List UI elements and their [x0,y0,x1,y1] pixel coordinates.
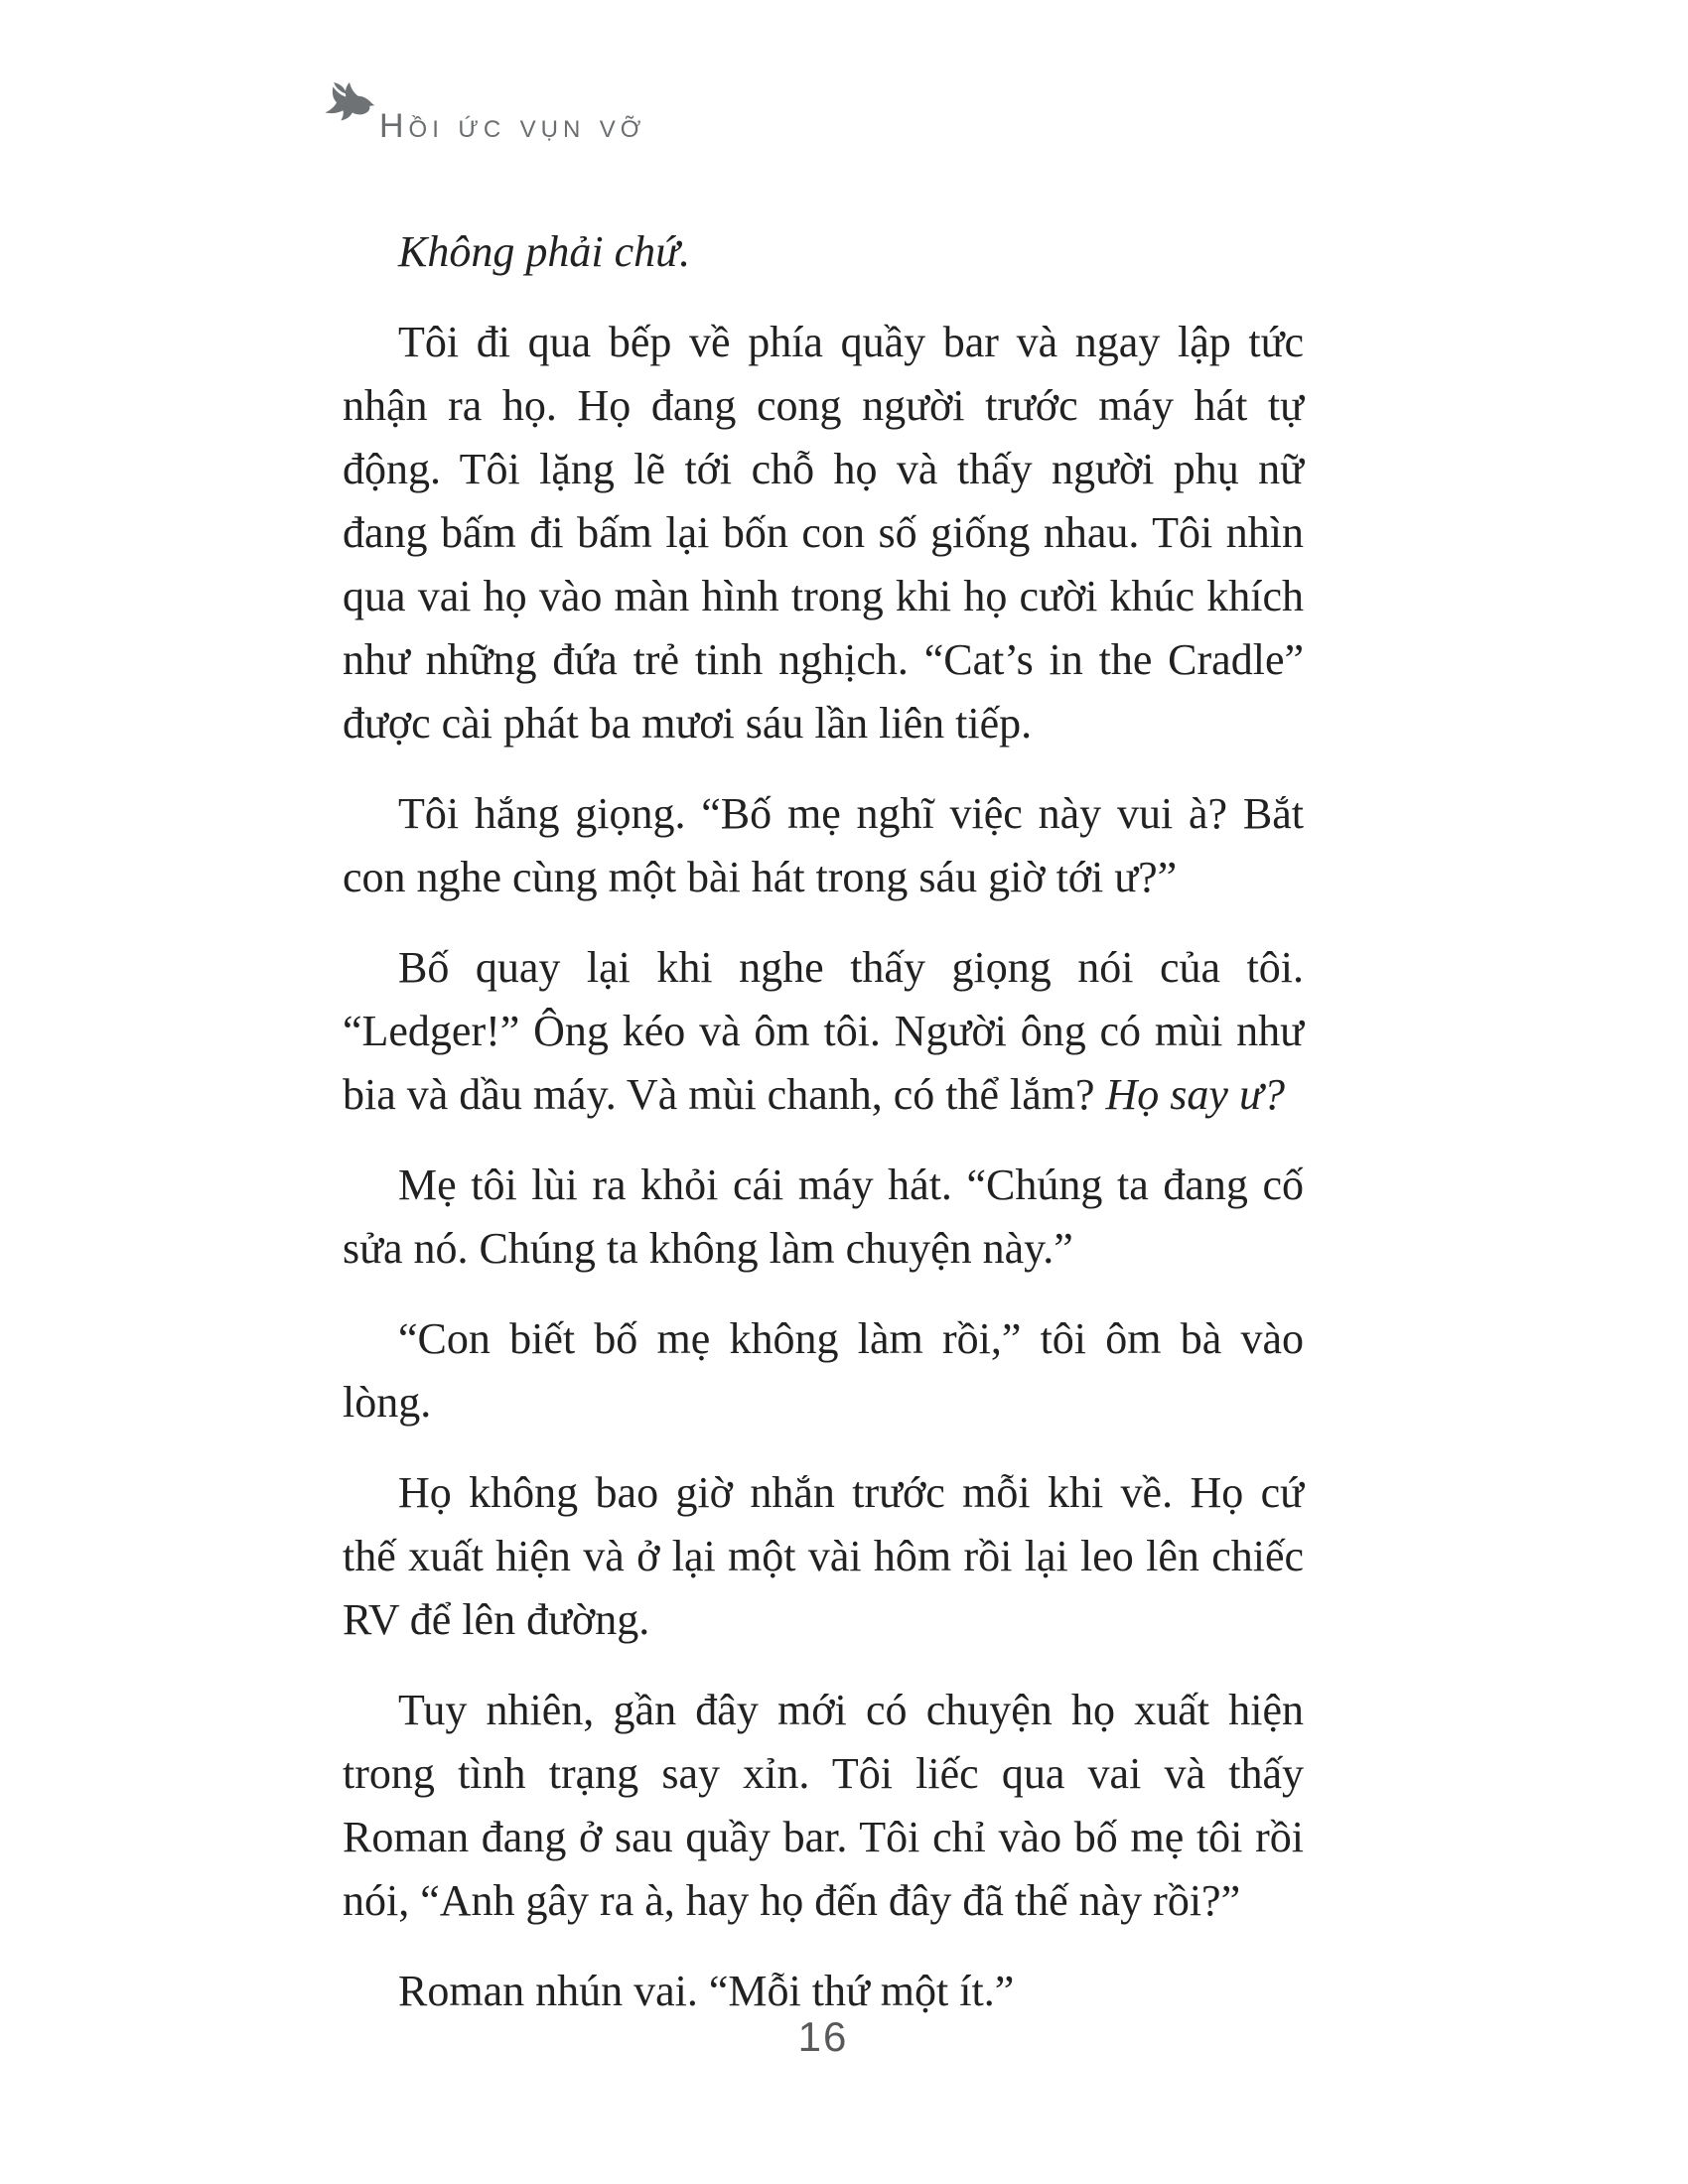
text-run: Tôi hắng giọng. “Bố mẹ nghĩ việc này vui à? Bắt con nghe cùng một bài hát trong sáu giờ tới ư?” [343,789,1304,901]
text-run: Tôi đi qua bếp về phía quầy bar và ngay lập tức nhận ra họ. Họ đang cong người trước máy hát tự động. Tôi lặng lẽ tới chỗ họ và thấy người phụ nữ đang bấm đi bấm lại bốn con số giống nhau. Tôi nhìn qua vai họ vào màn hình trong khi họ cười khúc khích như những đứa trẻ tinh nghịch. “Cat’s in the Cradle” được cài phát ba mươi sáu lần liên tiếp. [343,318,1304,748]
dove-bird-icon [324,75,375,131]
text-run: Họ không bao giờ nhắn trước mỗi khi về. Họ cứ thế xuất hiện và ở lại một vài hôm rồi lại leo lên chiếc RV để lên đường. [343,1468,1304,1644]
italic-text-run: Họ say ư? [1105,1070,1285,1119]
paragraph [343,1461,1304,1652]
running-head [324,75,645,145]
paragraph [343,220,1304,284]
body-text-block [343,220,1304,2023]
paragraph [343,311,1304,755]
text-run: Mẹ tôi lùi ra khỏi cái máy hát. “Chúng ta đang cố sửa nó. Chúng ta không làm chuyện này.” [343,1160,1304,1273]
text-run: Bố quay lại khi nghe thấy giọng nói của tôi. “Ledger!” Ông kéo và ôm tôi. Người ông có mùi như bia và dầu máy. Và mùi chanh, có thể lắm? [343,943,1304,1119]
running-head-title: Hồi ức vụn vỡ [379,107,646,145]
text-run: Roman nhún vai. “Mỗi thứ một ít.” [398,1967,1015,2015]
paragraph [343,1154,1304,1281]
text-run: “Con biết bố mẹ không làm rồi,” tôi ôm bà vào lòng. [343,1314,1304,1427]
text-run: Tuy nhiên, gần đây mới có chuyện họ xuất hiện trong tình trạng say xỉn. Tôi liếc qua vai và thấy Roman đang ở sau quầy bar. Tôi chỉ vào bố mẹ tôi rồi nói, “Anh gây ra à, hay họ đến đây đã thế này rồi?” [343,1686,1304,1925]
paragraph [343,1307,1304,1434]
paragraph [343,1679,1304,1933]
italic-text-run: Không phải chứ. [398,227,691,276]
page-number: 16 [797,2013,849,2060]
paragraph [343,782,1304,909]
paragraph [343,936,1304,1127]
